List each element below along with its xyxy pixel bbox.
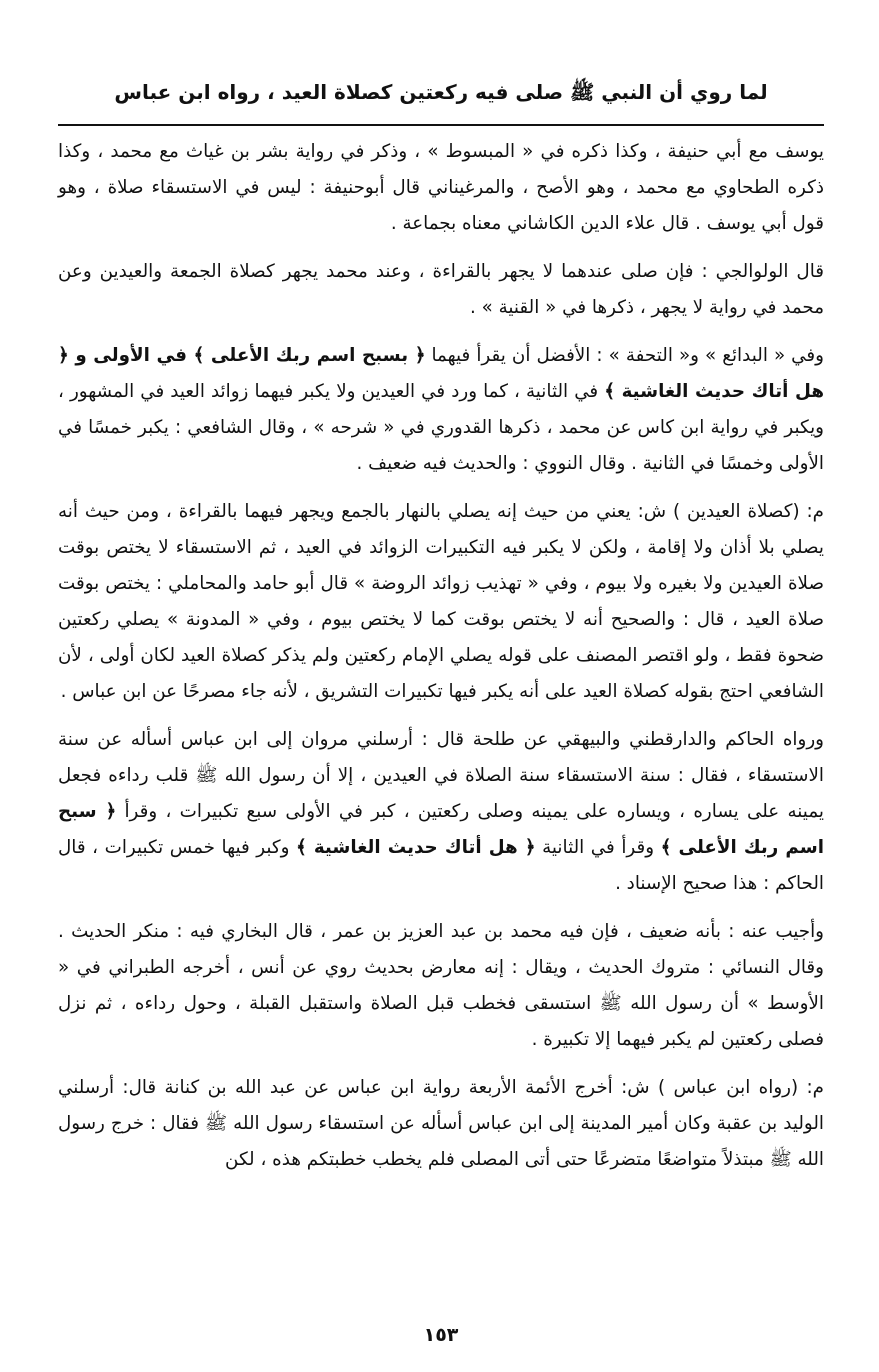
paragraph-5-rest: وكبر فيها خمس تكبيرات ، قال الحاكم : هذا صحيح الإسناد .: [58, 837, 824, 894]
header-rule: [58, 124, 824, 126]
running-header-title: لما روي أن النبي ﷺ صلى فيه ركعتين كصلاة العيد ، رواه ابن عباس: [114, 80, 768, 104]
paragraph-7: [58, 1070, 824, 1178]
paragraph-5-intro: ورواه الحاكم والدارقطني والبيهقي عن طلحة قال : أرسلني مروان إلى ابن عباس أسأله عن سنة الاستسقاء ، فقال : سنة الاستسقاء سنة الصلاة في العيدين ، إلا أن رسول الله ﷺ قلب رداءه فجعل يمينه على يساره ، ويساره على يمينه وصلى ركعتين ، كبر في الأولى سبع تكبيرات ، وقرأ: [58, 729, 824, 822]
paragraph-1-text: يوسف مع أبي حنيفة ، وكذا ذكره في « المبسوط » ، وذكر في رواية بشر بن غياث مع محمد ، وكذا ذكره الطحاوي مع محمد ، وهو الأصح ، والمرغيناني قال أبوحنيفة : ليس في الاستسقاء صلاة ، وهو قول أبي يوسف . قال علاء الدين الكاشاني معناه بجماعة .: [58, 141, 824, 234]
paragraph-6-text: وأجيب عنه : بأنه ضعيف ، فإن فيه محمد بن عبد العزيز بن عمر ، قال البخاري فيه : منكر الحديث . وقال النسائي : متروك الحديث ، ويقال : إنه معارض بحديث روي عن أنس ، أخرجه الطبراني في « الأوسط » أن رسول الله ﷺ استسقى فخطب قبل الصلاة واستقبل القبلة ، وحول رداءه ، ثم نزل فصلى ركعتين لم يكبر فيهما إلا تكبيرة .: [58, 921, 824, 1050]
paragraph-3-rest: في الثانية ، كما ورد في العيدين ولا يكبر فيهما زوائد العيد في المشهور ، ويكبر في رواية ابن كاس عن محمد ، ذكرها القدوري في « شرحه » ، وقال الشافعي : يكبر خمسًا في الأولى وخمسًا في الثانية . وقال النووي : والحديث فيه ضعيف .: [58, 381, 824, 474]
paragraph-2-text: قال الولوالجي : فإن صلى عندهما لا يجهر بالقراءة ، وعند محمد يجهر كصلاة الجمعة والعيدين وعن محمد في رواية لا يجهر ، ذكرها في « القنية » .: [58, 261, 824, 318]
paragraph-3-quran-citation: ﴿ بسبح اسم ربك الأعلى ﴾ في الأولى و ﴿ هل أتاك حديث الغاشية ﴾: [58, 345, 824, 402]
document-page: [58, 62, 824, 1352]
paragraph-4: [58, 494, 824, 710]
paragraph-1: [58, 134, 824, 242]
paragraph-3: [58, 338, 824, 482]
paragraph-4-text: م: (كصلاة العيدين ) ش: يعني من حيث إنه يصلي بالنهار بالجمع ويجهر فيهما بالقراءة ، ومن حيث أنه يصلي بلا أذان ولا إقامة ، ولكن لا يكبر فيه التكبيرات الزوائد في العيد ، ثم الاستسقاء لا يختص بوقت صلاة العيدين ولا بغيره ولا بيوم ، وفي « تهذيب زوائد الروضة » قال أبو حامد والمحاملي : يختص بوقت صلاة العيد ، قال : والصحيح أنه لا يختص بوقت كما لا يختص بيوم ، وفي « المدونة » يصلي ركعتين ضحوة فقط ، ولو اقتصر المصنف على قوله يصلي الإمام ركعتين ولم يذكر كصلاة العيد لكان أولى ، لأن الشافعي احتج بقوله كصلاة العيد على أنه يكبر فيها تكبيرات التشريق ، لأنه جاء مصرحًا عن ابن عباس .: [58, 501, 824, 702]
paragraph-7-text: م: (رواه ابن عباس ) ش: أخرج الأئمة الأربعة رواية ابن عباس عن عبد الله بن كنانة قال: أرسلني الوليد بن عقبة وكان أمير المدينة إلى ابن عباس أسأله عن استسقاء رسول الله ﷺ فقال : خرج رسول الله ﷺ مبتذلاً متواضعًا متضرعًا حتى أتى المصلى فلم يخطب خطبتكم هذه ، لكن: [58, 1077, 824, 1170]
paragraph-5-quran-citation-1: ﴿ سبح اسم ربك الأعلى ﴾: [58, 801, 824, 858]
paragraph-3-intro: وفي « البدائع » و« التحفة » : الأفضل أن يقرأ فيهما: [425, 345, 824, 366]
page-number: ١٥٣: [423, 1324, 459, 1346]
paragraph-2: [58, 254, 824, 326]
paragraph-5-middle: وقرأ في الثانية: [535, 837, 661, 858]
paragraph-5-quran-citation-2: ﴿ هل أتاك حديث الغاشية ﴾: [296, 837, 536, 858]
paragraph-5: [58, 722, 824, 902]
paragraph-6: [58, 914, 824, 1058]
